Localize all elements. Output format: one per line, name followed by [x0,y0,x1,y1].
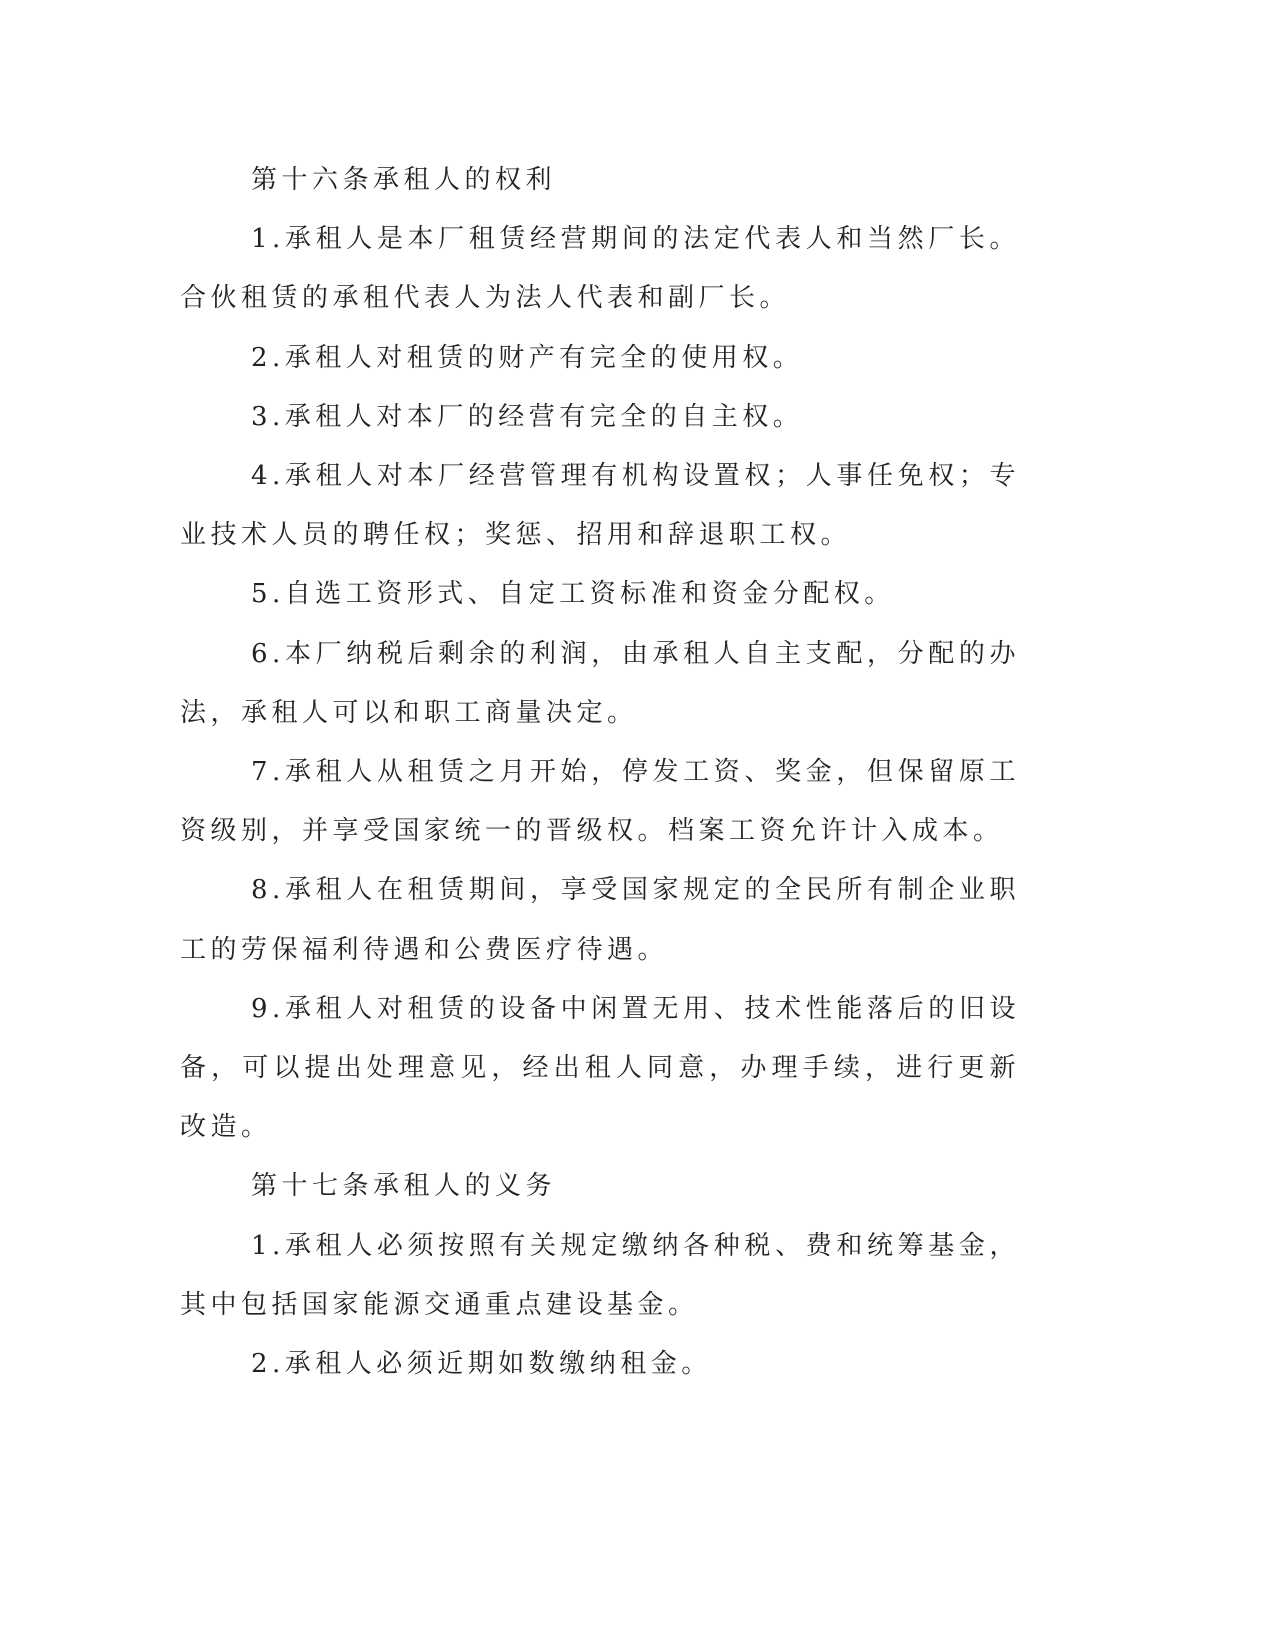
paragraph-17-1: 1.承租人必须按照有关规定缴纳各种税、费和统筹基金，其中包括国家能源交通重点建设基金。 [180,1230,1020,1320]
paragraph-16-1: 1.承租人是本厂租赁经营期间的法定代表人和当然厂长。合伙租赁的承租代表人为法人代表和副厂长。 [180,224,1020,314]
paragraph-16-8: 8.承租人在租赁期间，享受国家规定的全民所有制企业职工的劳保福利待遇和公费医疗待遇。 [180,875,1020,965]
paragraph-16-4: 4.承租人对本厂经营管理有机构设置权；人事任免权；专业技术人员的聘任权；奖惩、招用和辞退职工权。 [180,461,1020,551]
paragraph-16-5: 5.自选工资形式、自定工资标准和资金分配权。 [251,579,895,610]
paragraph-16-3: 3.承租人对本厂的经营有完全的自主权。 [251,401,804,432]
document-body [180,151,1020,1394]
section-heading-article-17: 第十七条承租人的义务 [251,1171,557,1202]
paragraph-16-2: 2.承租人对租赁的财产有完全的使用权。 [251,342,804,373]
section-heading-article-16: 第十六条承租人的权利 [251,165,557,195]
paragraph-17-2: 2.承租人必须近期如数缴纳租金。 [251,1349,712,1380]
paragraph-16-7: 7.承租人从租赁之月开始，停发工资、奖金，但保留原工资级别，并享受国家统一的晋级权。档案工资允许计入成本。 [180,757,1020,847]
paragraph-16-9: 9.承租人对租赁的设备中闲置无用、技术性能落后的旧设备，可以提出处理意见，经出租人同意，办理手续，进行更新改造。 [180,993,1020,1143]
paragraph-16-6: 6.本厂纳税后剩余的利润，由承租人自主支配，分配的办法，承租人可以和职工商量决定。 [180,638,1020,728]
